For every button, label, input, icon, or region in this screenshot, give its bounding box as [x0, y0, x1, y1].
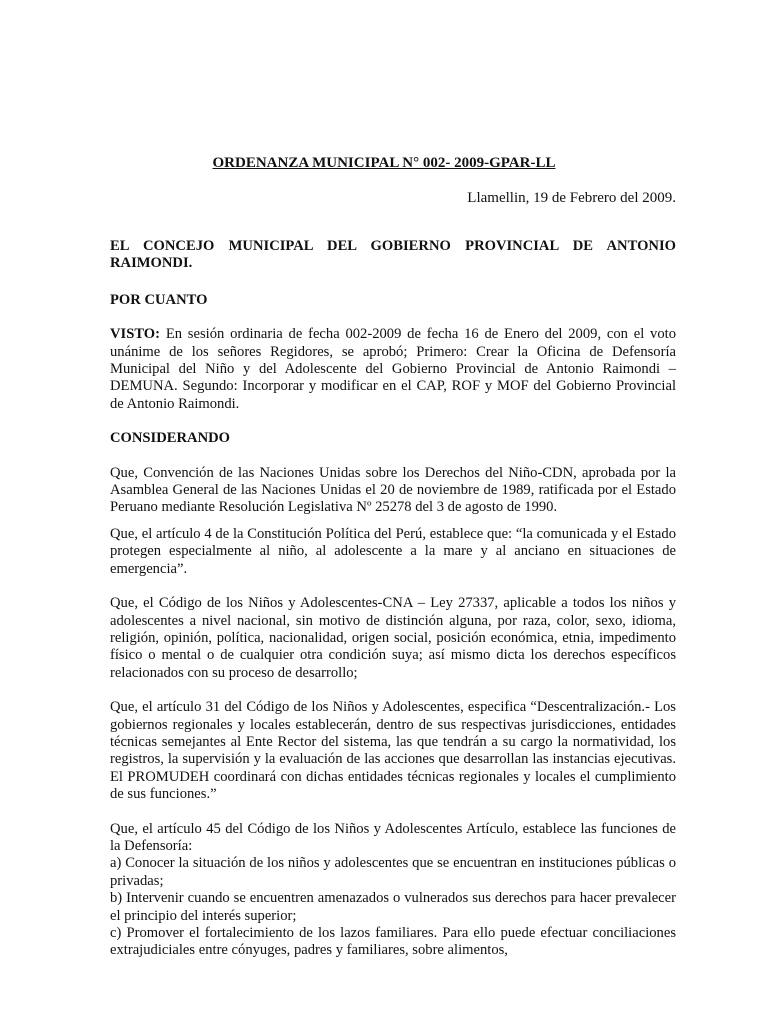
visto-label: VISTO:: [110, 326, 161, 343]
paragraph-articulo-45: Que, el artículo 45 del Código de los Niños y Adolescentes Artículo, establece las funciones de la Defensoría:: [110, 820, 676, 854]
considerando-heading: CONSIDERANDO: [110, 430, 231, 447]
list-item-a: a) Conocer la situación de los niños y adolescentes que se encuentran en instituciones públicas o privadas;: [110, 855, 676, 889]
por-cuanto-heading: POR CUANTO: [110, 291, 208, 308]
document-body: [110, 238, 676, 960]
paragraph-codigo: Que, el Código de los Niños y Adolescentes-CNA – Ley 27337, aplicable a todos los niños y adolescentes a nivel nacional, sin motivo de distinción alguna, por raza, color, sexo, idioma, religión, opinión, política, nacionalidad, origen social, posición económica, etnia, impedimento físico o mental o de cualquier otra condición suya; así mismo dicta los derechos específicos relacionados con su proceso de desarrollo;: [110, 595, 676, 681]
visto-text: En sesión ordinaria de fecha 002-2009 de fecha 16 de Enero del 2009, con el voto unánime de los señores Regidores, se aprobó; Primero: Crear la Oficina de Defensoría Municipal del Niño y del Adolescente del Gobierno Provincial de Antonio Raimondi – DEMUNA. Segundo: Incorporar y modificar en el CAP, ROF y MOF del Gobierno Provincial de Antonio Raimondi.: [110, 326, 676, 412]
document-title: ORDENANZA MUNICIPAL N° 002- 2009-GPAR-LL: [212, 155, 556, 171]
list-item-b: b) Intervenir cuando se encuentren amenazados o vulnerados sus derechos para hacer prevalecer el principio del interés superior;: [110, 890, 676, 924]
paragraph-articulo-31: Que, el artículo 31 del Código de los Niños y Adolescentes, especifica “Descentralización.- Los gobiernos regionales y locales establecerán, dentro de sus respectivas jurisdicciones, entidades técnicas semejantes al Ente Rector del sistema, las que tendrán a su cargo la normatividad, los registros, la supervisión y la evaluación de las acciones que desarrollan las instancias ejecutivas. El PROMUDEH coordinará con dichas entidades técnicas regionales y locales el cumplimiento de sus funciones.”: [110, 699, 676, 803]
list-item-c: c) Promover el fortalecimiento de los lazos familiares. Para ello puede efectuar conciliaciones extrajudiciales entre cónyuges, padres y familiares, sobre alimentos,: [110, 925, 676, 959]
paragraph-constitucion: Que, el artículo 4 de la Constitución Política del Perú, establece que: “la comunicada y el Estado protegen especialmente al niño, al adolescente a la mare y al anciano en situaciones de emergencia”.: [110, 525, 676, 577]
document-date: Llamellin, 19 de Febrero del 2009.: [467, 190, 676, 206]
paragraph-cdn: Que, Convención de las Naciones Unidas sobre los Derechos del Niño-CDN, aprobada por la Asamblea General de las Naciones Unidas el 20 de noviembre de 1989, ratificada por el Estado Peruano mediante Resolución Legislativa Nº 25278 del 3 de agosto de 1990.: [110, 464, 676, 516]
visto-paragraph: [110, 326, 676, 413]
concejo-heading: EL CONCEJO MUNICIPAL DEL GOBIERNO PROVINCIAL DE ANTONIO RAIMONDI.: [110, 238, 676, 272]
